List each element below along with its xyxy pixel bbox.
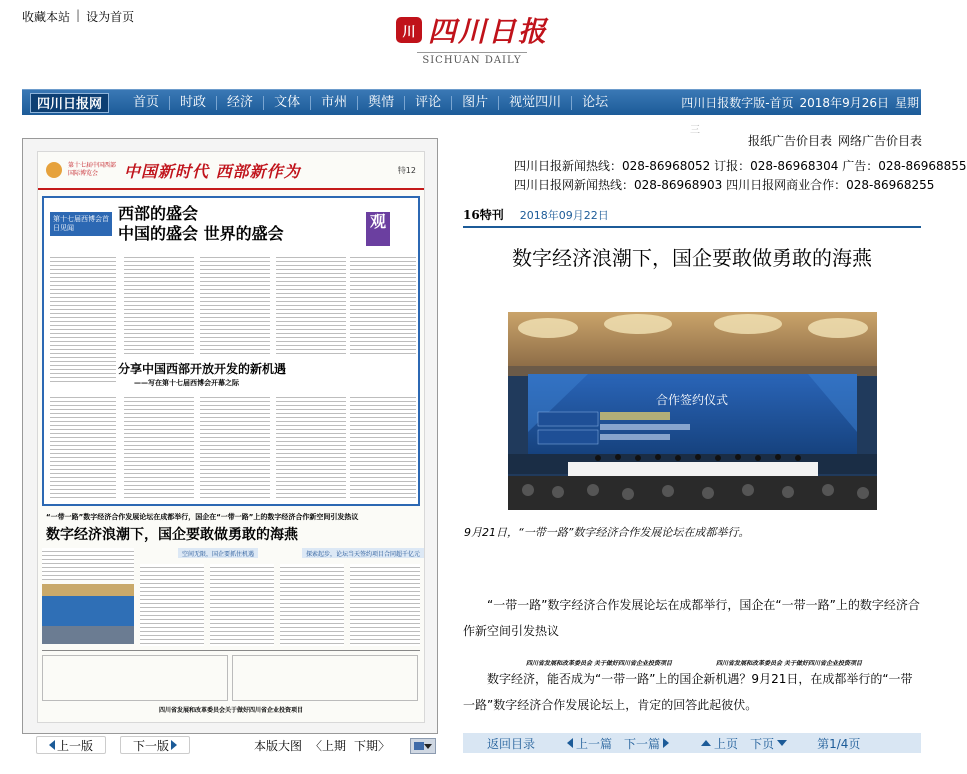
paper-text-block bbox=[50, 254, 116, 384]
paper-text-block bbox=[350, 564, 420, 646]
paper-tag: 第十七届西博会首日见闻 bbox=[50, 212, 112, 236]
set-homepage-link[interactable]: 设为首页 bbox=[86, 10, 135, 24]
paper-notice-right-title: 四川省发展和改革委员会 关于做好四川省企业投资项目 bbox=[715, 660, 863, 667]
prev-issue-link[interactable]: 〈上期 bbox=[310, 738, 347, 753]
article-photo bbox=[508, 312, 877, 510]
forum-stage-photo bbox=[508, 312, 877, 510]
next-article-link[interactable] bbox=[624, 735, 669, 752]
nav-right bbox=[681, 94, 919, 111]
paper-page-no: 特12 bbox=[397, 165, 416, 175]
next-edition-label: 下一版 bbox=[132, 738, 169, 753]
edition-date: 2018年09月22日 bbox=[519, 209, 609, 222]
nav-brand[interactable]: 四川日报网 bbox=[30, 93, 109, 113]
nav-item-pictures[interactable]: 图片 bbox=[452, 96, 499, 110]
top-links bbox=[22, 8, 134, 25]
paper-text-block bbox=[350, 394, 416, 500]
logo-seal-icon: 川 bbox=[396, 17, 422, 43]
page-indicator-label: 第1/4页 bbox=[817, 736, 861, 751]
nav-item-commentary[interactable]: 评论 bbox=[405, 96, 452, 110]
nav-item-cities[interactable]: 市州 bbox=[311, 96, 358, 110]
photo-banner-text: 合作签约仪式 bbox=[655, 393, 729, 407]
paper-story-intro: “一带一路”数字经济合作发展论坛在成都举行，国企在“一带一路”上的数字经济合作新空间引发热议 bbox=[46, 513, 359, 521]
nav-items bbox=[123, 96, 618, 110]
page-indicator bbox=[817, 735, 860, 752]
nav-item-opinion[interactable]: 舆情 bbox=[358, 96, 405, 110]
article-paragraph: “一带一路”数字经济合作发展论坛在成都举行，国企在“一带一路”上的数字经济合作新空间引发热议 bbox=[463, 598, 920, 638]
paper-header bbox=[38, 152, 424, 190]
hotline-1: 四川日报新闻热线：028-86968052 订报：028-86968304 广告：028-86968855 bbox=[514, 159, 967, 173]
ad-price-links bbox=[748, 132, 922, 149]
article-nav-bar bbox=[463, 733, 921, 753]
paper-top-story[interactable] bbox=[42, 196, 420, 506]
hotline-2: 四川日报网新闻热线：028-86968903 四川日报网商业合作：028-86968255 bbox=[514, 178, 935, 192]
paper-photo bbox=[42, 584, 134, 644]
big-image-link[interactable]: 本版大图 bbox=[254, 738, 303, 753]
edition-bar bbox=[463, 204, 921, 228]
bookmark-link[interactable]: 收藏本站 bbox=[22, 10, 71, 24]
prev-edition-label: 上一版 bbox=[56, 738, 93, 753]
nav-item-politics[interactable]: 时政 bbox=[170, 96, 217, 110]
nav-weekday: 星期 bbox=[894, 96, 919, 110]
page-down-label: 下页 bbox=[750, 736, 775, 751]
paper-text-block bbox=[200, 254, 270, 354]
logo-mark bbox=[396, 10, 548, 50]
paper-text-block bbox=[50, 394, 116, 500]
issue-controls bbox=[254, 735, 390, 755]
logo-en: SICHUAN DAILY bbox=[417, 52, 527, 66]
paper-text-block bbox=[140, 564, 204, 646]
print-ad-price-link[interactable]: 报纸广告价目表 bbox=[748, 134, 833, 148]
paper-notice-left bbox=[42, 655, 673, 701]
paper-text-block bbox=[280, 564, 344, 646]
next-issue-link[interactable]: 下期〉 bbox=[354, 738, 391, 753]
nav-crumb[interactable]: 四川日报数字版-首页 bbox=[681, 96, 794, 110]
edition-version: 16特刊 bbox=[463, 208, 504, 222]
prev-article-label: 上一篇 bbox=[576, 736, 613, 751]
paper-title-1-line1: 西部的盛会 bbox=[118, 204, 199, 223]
next-page-control bbox=[120, 735, 190, 755]
paper-title-1-line2: 中国的盛会 世界的盛会 bbox=[118, 224, 284, 243]
paper-text-block bbox=[276, 394, 346, 500]
article-headline: 数字经济浪潮下，国企要敢做勇敢的海燕 bbox=[512, 246, 872, 270]
paper-text-block bbox=[276, 254, 346, 354]
paper-slogan: 中国新时代 西部新作为 bbox=[124, 161, 301, 181]
paper-text-block bbox=[200, 394, 270, 500]
paper-title-2: 分享中国西部开放开发的新机遇 bbox=[118, 362, 287, 376]
article-paragraph: 数字经济，能否成为“一带一路”上的国企新机遇？9月21日，在成都举行的“一带一路”数字经济合作发展论坛上，肯定的回答此起彼伏。 bbox=[463, 672, 913, 712]
paper-notice-left-title: 四川省发展和改革委员会 关于做好四川省企业投资项目 bbox=[525, 660, 673, 667]
expo-badge-icon bbox=[46, 162, 62, 178]
hotlines bbox=[514, 157, 967, 195]
prev-article-link[interactable] bbox=[567, 735, 612, 752]
nav-item-visual-sichuan[interactable]: 视觉四川 bbox=[499, 96, 572, 110]
paper-observe-badge: 观 bbox=[366, 212, 390, 246]
paper-text-block bbox=[42, 548, 134, 580]
page-up-label: 上页 bbox=[714, 736, 739, 751]
nav-date: 2018年9月26日 bbox=[799, 96, 889, 110]
article-body bbox=[463, 592, 921, 740]
paper-chip-2: 探索起步，论坛当天签约项目合同超千亿元 bbox=[302, 548, 424, 558]
nav-item-culture[interactable]: 文体 bbox=[264, 96, 311, 110]
next-article-label: 下一篇 bbox=[624, 736, 661, 751]
prev-page-control bbox=[36, 735, 106, 755]
back-to-toc-label: 返回目录 bbox=[487, 736, 536, 751]
next-edition-button[interactable] bbox=[120, 736, 190, 754]
right-arrow-icon bbox=[663, 738, 669, 748]
right-arrow-icon bbox=[171, 740, 177, 750]
back-to-toc-link[interactable] bbox=[487, 735, 535, 752]
web-ad-price-link[interactable]: 网络广告价目表 bbox=[838, 134, 923, 148]
paper-chip-1: 空间无限，国企要抓住机遇 bbox=[178, 548, 258, 558]
up-arrow-icon bbox=[701, 740, 711, 746]
paper-title-3[interactable]: 数字经济浪潮下，国企要敢做勇敢的海燕 bbox=[46, 527, 298, 543]
sichuan-daily-logo[interactable] bbox=[392, 10, 552, 66]
paper-notice-bottom: 四川省发展和改革委员会关于做好四川省企业投资项目 bbox=[158, 707, 303, 714]
page-select-icon[interactable] bbox=[410, 738, 436, 754]
left-arrow-icon bbox=[567, 738, 573, 748]
paper-text-block bbox=[350, 254, 416, 354]
page-down-link[interactable] bbox=[750, 735, 787, 752]
paper-text-block bbox=[210, 564, 274, 646]
paper-text-block bbox=[124, 394, 194, 500]
page-up-link[interactable] bbox=[701, 735, 738, 752]
photo-caption: 9月21日，“一带一路”数字经济合作发展论坛在成都举行。 bbox=[464, 526, 750, 539]
left-arrow-icon bbox=[49, 740, 55, 750]
prev-edition-button[interactable] bbox=[36, 736, 106, 754]
paper-text-block bbox=[124, 254, 194, 354]
separator: | bbox=[76, 8, 81, 22]
main-nav bbox=[22, 89, 921, 115]
tiny-mark: 三 bbox=[690, 125, 700, 136]
nav-item-economy[interactable]: 经济 bbox=[217, 96, 264, 110]
paper-title-1 bbox=[118, 204, 284, 244]
down-arrow-icon bbox=[777, 740, 787, 746]
paper-event: 第十七届中国西部国际博览会 bbox=[68, 162, 117, 177]
nav-item-forum[interactable]: 论坛 bbox=[582, 94, 609, 110]
logo-cn: 四川日报 bbox=[427, 15, 548, 48]
nav-item-home[interactable]: 首页 bbox=[123, 96, 170, 110]
paper-subtitle-2: ——写在第十七届西博会开幕之际 bbox=[134, 379, 239, 387]
